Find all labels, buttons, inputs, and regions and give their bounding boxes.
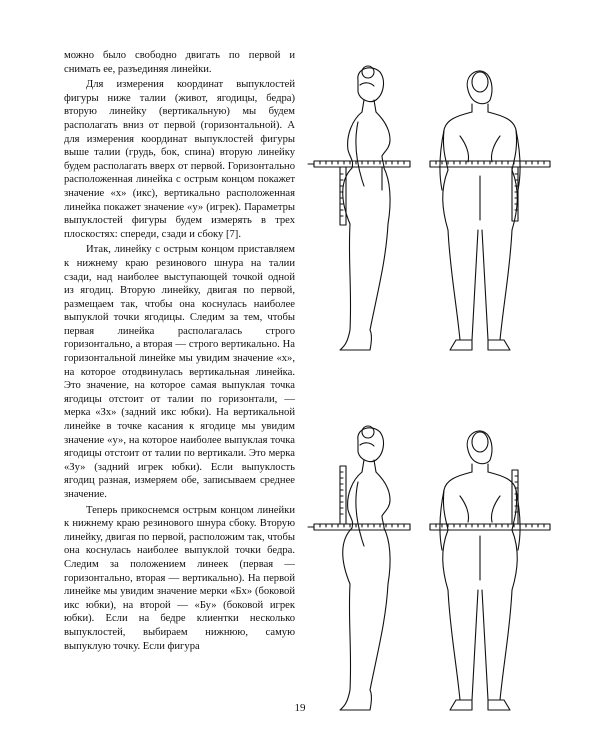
paragraph-measuring-coordinates: Для измерения координат выпуклостей фигуры ниже талии (живот, ягодицы, бедра) вторую линейку (вертикальную) мы будем располагать вниз от первой (горизонтальной). А для измерения координат выпуклостей фигуры выше талии (грудь, бок, спина) вторую линейку будем располагать вверх от первой. Горизонтально расположенная линейка с острым концом покажет значение «х» (икс), вертикально расположенная линейка покажет значение «у» (игрек). Параметры выпуклостей фигуры будем измерять в трех плоскостях: спереди, сзади и сбоку [7]. (64, 79, 295, 240)
ruler-set-side-upper (308, 466, 410, 530)
figure-illustrations (300, 40, 580, 720)
paragraph-side-measure: Теперь прикоснемся острым концом линейки к нижнему краю резинового шнура сбоку. Вторую линейку, двигая по первой, расположим так, чтобы она коснулась наиболее выпуклой точки бедра. Следим за положением линеек (первая — горизонтально, вторая — вертикально). На первой линейке мы увидим значение мерки «Бх» (боковой икс юбки), на второй — «Бу» (боковой игрек юбки). Если на бедре клиентки несколько выпуклостей, выбираем нижнюю, самую выпуклую точку. Если фигура (64, 504, 295, 652)
text-column (64, 49, 295, 653)
paragraph-back-measure: Итак, линейку с острым концом приставляем к нижнему краю резинового шнура на талии сзади, над наиболее выступающей точкой одной из ягодиц. Вторую линейку, двигая по первой, размещаем так, чтобы она коснулась наиболее выпуклой точки ягодицы. Следим за тем, чтобы первая линейка располагалась строго горизонтально, а вторая — строго вертикально. На горизонтальной линейке мы увидим значение «х», на которое отодвинулась вертикальная линейка. Это значение, на которое самая выпуклая точка ягодицы отстоит от талии по горизонтали, — мерка «Зх» (задний икс юбки). На вертикальной линейке в точке касания к ягодице мы увидим значение «у», на которое наиболее выпуклая точка ягодицы отстоит от талии по вертикали. Это мерка «Зу» (задний игрек юбки). Если выпуклость ягодиц разная, измеряем обе, записываем среднее значение. (64, 244, 295, 500)
side-view-figure-lower-body (340, 66, 390, 350)
page-number: 19 (294, 702, 306, 714)
side-view-figure-upper-body (340, 426, 390, 710)
ruler-set-back-upper (430, 470, 550, 530)
back-view-figure-upper-body (440, 431, 520, 710)
back-view-figure-lower-body (440, 71, 520, 350)
paragraph-continuation: можно было свободно двигать по первой и снимать ее, разъединяя линейки. (64, 50, 295, 75)
